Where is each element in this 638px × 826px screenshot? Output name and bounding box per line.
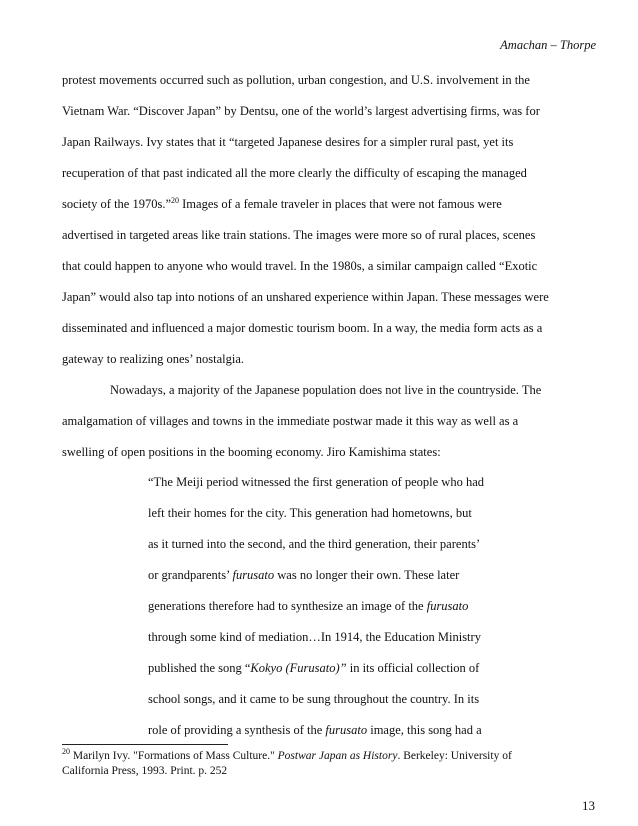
footnote-separator [62,744,228,745]
footnote-ref: 20 [171,195,180,205]
body-line: Nowadays, a majority of the Japanese population does not live in the countryside. The [110,383,542,397]
body-line: amalgamation of villages and towns in the immediate postwar made it this way as well as a [62,414,519,428]
block-quote-line [148,567,459,583]
body-line: recuperation of that past indicated all the more clearly the difficulty of escaping the managed [62,166,527,180]
block-quote-line: through some kind of mediation…In 1914, the Education Ministry [148,630,481,644]
block-quote-line [148,598,468,614]
quote-italic: furusato [325,723,368,737]
running-head: Amachan – Thorpe [500,38,596,52]
block-quote-line: left their homes for the city. This generation had hometowns, but [148,506,472,520]
body-line: that could happen to anyone who would travel. In the 1980s, a similar campaign called “Exotic [62,259,538,273]
footnote-number: 20 [62,747,70,757]
quote-italic: Kokyo (Furusato)” [250,661,347,675]
block-quote-line: “The Meiji period witnessed the first generation of people who had [148,475,485,489]
body-line: Japan Railways. Ivy states that it “targeted Japanese desires for a simpler rural past, yet its [62,135,514,149]
block-quote-line [148,660,479,676]
footnote-line [62,749,512,763]
body-line: Vietnam War. “Discover Japan” by Dentsu, one of the world’s largest advertising firms, was for [62,104,540,118]
footnote-text: . Berkeley: University of [397,750,512,762]
block-quote-line [148,722,482,738]
body-text: society of the 1970s.” [62,197,172,211]
body-line [62,196,502,212]
body-line: protest movements occurred such as pollution, urban congestion, and U.S. involvement in the [62,73,530,87]
page-number: 13 [582,798,595,813]
footnote-text: Marilyn Ivy. "Formations of Mass Culture." [70,750,278,762]
body-line: Japan” would also tap into notions of an unshared experience within Japan. These messages were [62,290,549,304]
body-line: advertised in targeted areas like train stations. The images were more so of rural places, scenes [62,228,536,242]
quote-text: image, this song had a [367,723,482,737]
footnote-line: California Press, 1993. Print. p. 252 [62,765,228,777]
body-line: swelling of open positions in the booming economy. Jiro Kamishima states: [62,445,441,459]
footnote-title: Postwar Japan as History [277,750,398,762]
quote-text: published the song “ [148,661,251,675]
quote-text: generations therefore had to synthesize an image of the [148,599,427,613]
body-text: Images of a female traveler in places that were not famous were [179,197,502,211]
quote-italic: furusato [232,568,275,582]
quote-text: or grandparents’ [148,568,233,582]
quote-text: was no longer their own. These later [274,568,460,582]
block-quote-line: school songs, and it came to be sung throughout the country. In its [148,692,480,706]
body-line: disseminated and influenced a major domestic tourism boom. In a way, the media form acts as a [62,321,543,335]
quote-text: role of providing a synthesis of the [148,723,326,737]
body-line: gateway to realizing ones’ nostalgia. [62,352,244,366]
quote-text: in its official collection of [346,661,480,675]
block-quote-line: as it turned into the second, and the third generation, their parents’ [148,537,481,551]
quote-italic: furusato [426,599,469,613]
